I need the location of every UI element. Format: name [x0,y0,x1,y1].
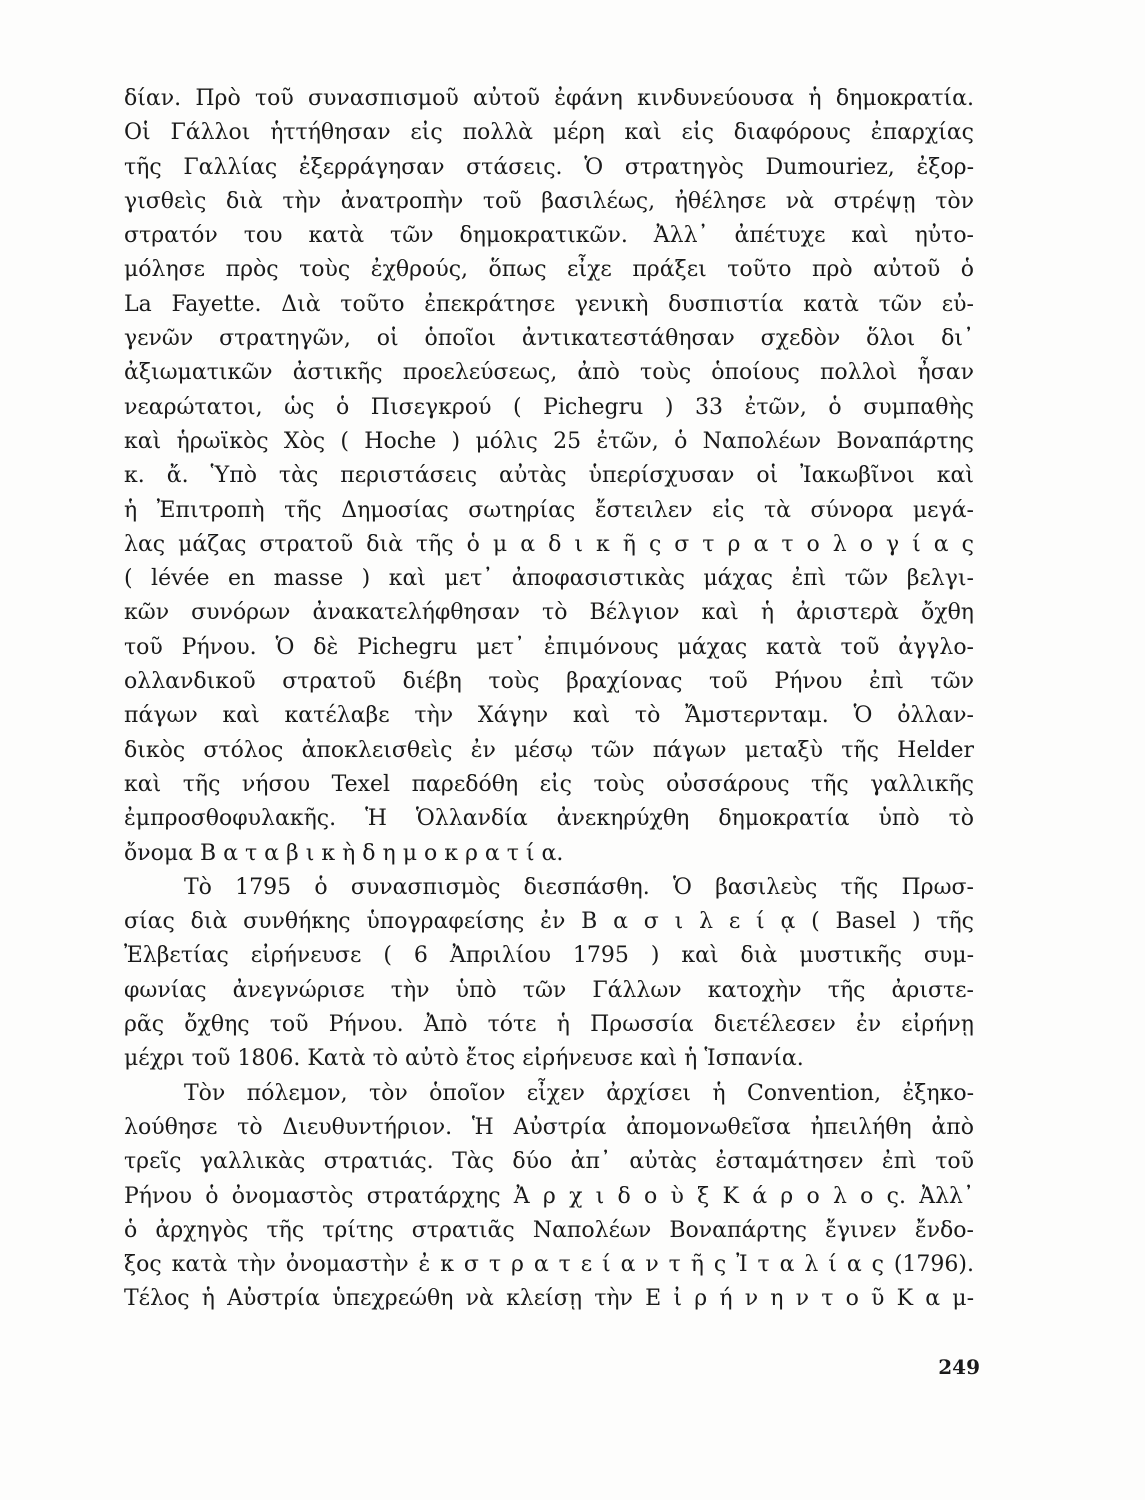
text-line: δίαν. Πρὸ τοῦ συνασπισμοῦ αὐτοῦ ἐφάνη κινδυνεύουσα ἡ δημοκρατία. [124,86,974,111]
text-line: μόλησε πρὸς τοὺς ἐχθρούς, ὅπως εἶχε πράξει τοῦτο πρὸ αὐτοῦ ὁ [124,257,974,283]
text-line: νεαρώτατοι, ὡς ὁ Πισεγκρού ( Pichegru ) 33 ἐτῶν, ὁ συμπαθὴς [124,394,974,420]
body-text [124,82,974,1317]
text-line: τῆς Γαλλίας ἐξερράγησαν στάσεις. Ὁ στρατηγὸς Dumouriez, ἐξορ- [124,154,974,180]
text-line: Τὸ 1795 ὁ συνασπισμὸς διεσπάσθη. Ὁ βασιλεὺς τῆς Πρωσ- [184,874,974,900]
text-line: γενῶν στρατηγῶν, οἱ ὁποῖοι ἀντικατεστάθησαν σχεδὸν ὅλοι δι᾽ [124,326,974,352]
text-line: στρατόν του κατὰ τῶν δημοκρατικῶν. Ἀλλ᾽ ἀπέτυχε καὶ ηὐτο- [124,223,974,249]
text-line: ξος κατὰ τὴν ὀνομαστὴν ἐ κ σ τ ρ α τ ε ί α ν τ ῆ ς Ἰ τ α λ ί α ς (1796). [124,1252,974,1278]
text-line: τοῦ Ρήνου. Ὁ δὲ Pichegru μετ᾽ ἐπιμόνους μάχας κατὰ τοῦ ἀγγλο- [124,634,974,660]
text-line: ὁ ἀρχηγὸς τῆς τρίτης στρατιᾶς Ναπολέων Βοναπάρτης ἔγινεν ἔνδο- [124,1217,974,1243]
text-line: Ἐλβετίας εἰρήνευσε ( 6 Ἀπριλίου 1795 ) καὶ διὰ μυστικῆς συμ- [124,943,974,969]
text-line: μέχρι τοῦ 1806. Κατὰ τὸ αὐτὸ ἔτος εἰρήνευσε καὶ ἡ Ἱσπανία. [124,1046,804,1072]
text-line: Οἱ Γάλλοι ἡττήθησαν εἰς πολλὰ μέρη καὶ εἰς διαφόρους ἐπαρχίας [124,120,974,146]
text-line: σίας διὰ συνθήκης ὑπογραφείσης ἐν Β α σ ι λ ε ί ᾳ ( Basel ) τῆς [124,909,974,935]
text-line: κῶν συνόρων ἀνακατελήφθησαν τὸ Βέλγιον καὶ ἡ ἀριστερὰ ὄχθη [124,600,974,626]
text-line: καὶ τῆς νήσου Texel παρεδόθη εἰς τοὺς οὐσσάρους τῆς γαλλικῆς [124,771,974,797]
text-line: ὄνομα Β α τ α β ι κ ὴ δ η μ ο κ ρ α τ ί α. [124,840,564,866]
text-line: τρεῖς γαλλικὰς στρατιάς. Τὰς δύο ἀπ᾽ αὐτὰς ἐσταμάτησεν ἐπὶ τοῦ [124,1149,974,1175]
text-line: λας μάζας στρατοῦ διὰ τῆς ὁ μ α δ ι κ ῆ ς σ τ ρ α τ ο λ ο γ ί α ς [124,531,974,557]
text-line: La Fayette. Διὰ τοῦτο ἐπεκράτησε γενικὴ δυσπιστία κατὰ τῶν εὐ- [124,291,974,317]
text-line: ἐμπροσθοφυλακῆς. Ἡ Ὁλλανδία ἀνεκηρύχθη δημοκρατία ὑπὸ τὸ [124,806,974,832]
text-line: ( lévée en masse ) καὶ μετ᾽ ἀποφασιστικὰς μάχας ἐπὶ τῶν βελγι- [124,566,974,592]
text-line: κ. ἄ. Ὑπὸ τὰς περιστάσεις αὐτὰς ὑπερίσχυσαν οἱ Ἰακωβῖνοι καὶ [124,463,974,489]
text-line: Ρήνου ὁ ὀνομαστὸς στρατάρχης Ἀ ρ χ ι δ ο ὺ ξ Κ ά ρ ο λ ο ς. Ἀλλ᾽ [124,1183,974,1209]
text-line: δικὸς στόλος ἀποκλεισθεὶς ἐν μέσῳ τῶν πάγων μεταξὺ τῆς Helder [124,737,974,763]
text-line: ολλανδικοῦ στρατοῦ διέβη τοὺς βραχίονας τοῦ Ρήνου ἐπὶ τῶν [124,669,974,695]
text-line: λούθησε τὸ Διευθυντήριον. Ἡ Αὐστρία ἀπομονωθεῖσα ἠπειλήθη ἀπὸ [124,1114,974,1140]
text-line: πάγων καὶ κατέλαβε τὴν Χάγην καὶ τὸ Ἄμστερνταμ. Ὁ ὀλλαν- [124,703,974,729]
text-line: ρᾶς ὄχθης τοῦ Ρήνου. Ἀπὸ τότε ἡ Πρωσσία διετέλεσεν ἐν εἰρήνῃ [124,1012,974,1038]
text-line: γισθεὶς διὰ τὴν ἀνατροπὴν τοῦ βασιλέως, ἠθέλησε νὰ στρέψῃ τὸν [124,188,974,214]
text-line: φωνίας ἀνεγνώρισε τὴν ὑπὸ τῶν Γάλλων κατοχὴν τῆς ἀριστε- [124,977,974,1003]
text-line: Τὸν πόλεμον, τὸν ὁποῖον εἶχεν ἀρχίσει ἡ Convention, ἐξηκο- [184,1080,974,1106]
text-line: καὶ ἡρωϊκὸς Χὸς ( Hoche ) μόλις 25 ἐτῶν, ὁ Ναπολέων Βοναπάρτης [124,428,974,454]
page-number: 249 [938,1355,980,1379]
text-line: Τέλος ἡ Αὐστρία ὑπεχρεώθη νὰ κλείσῃ τὴν Ε ἰ ρ ή ν η ν τ ο ῦ Κ α μ- [124,1286,974,1312]
text-line: ἡ Ἐπιτροπὴ τῆς Δημοσίας σωτηρίας ἔστειλεν εἰς τὰ σύνορα μεγά- [124,497,974,523]
text-line: ἀξιωματικῶν ἀστικῆς προελεύσεως, ἀπὸ τοὺς ὁποίους πολλοὶ ἦσαν [124,360,974,386]
